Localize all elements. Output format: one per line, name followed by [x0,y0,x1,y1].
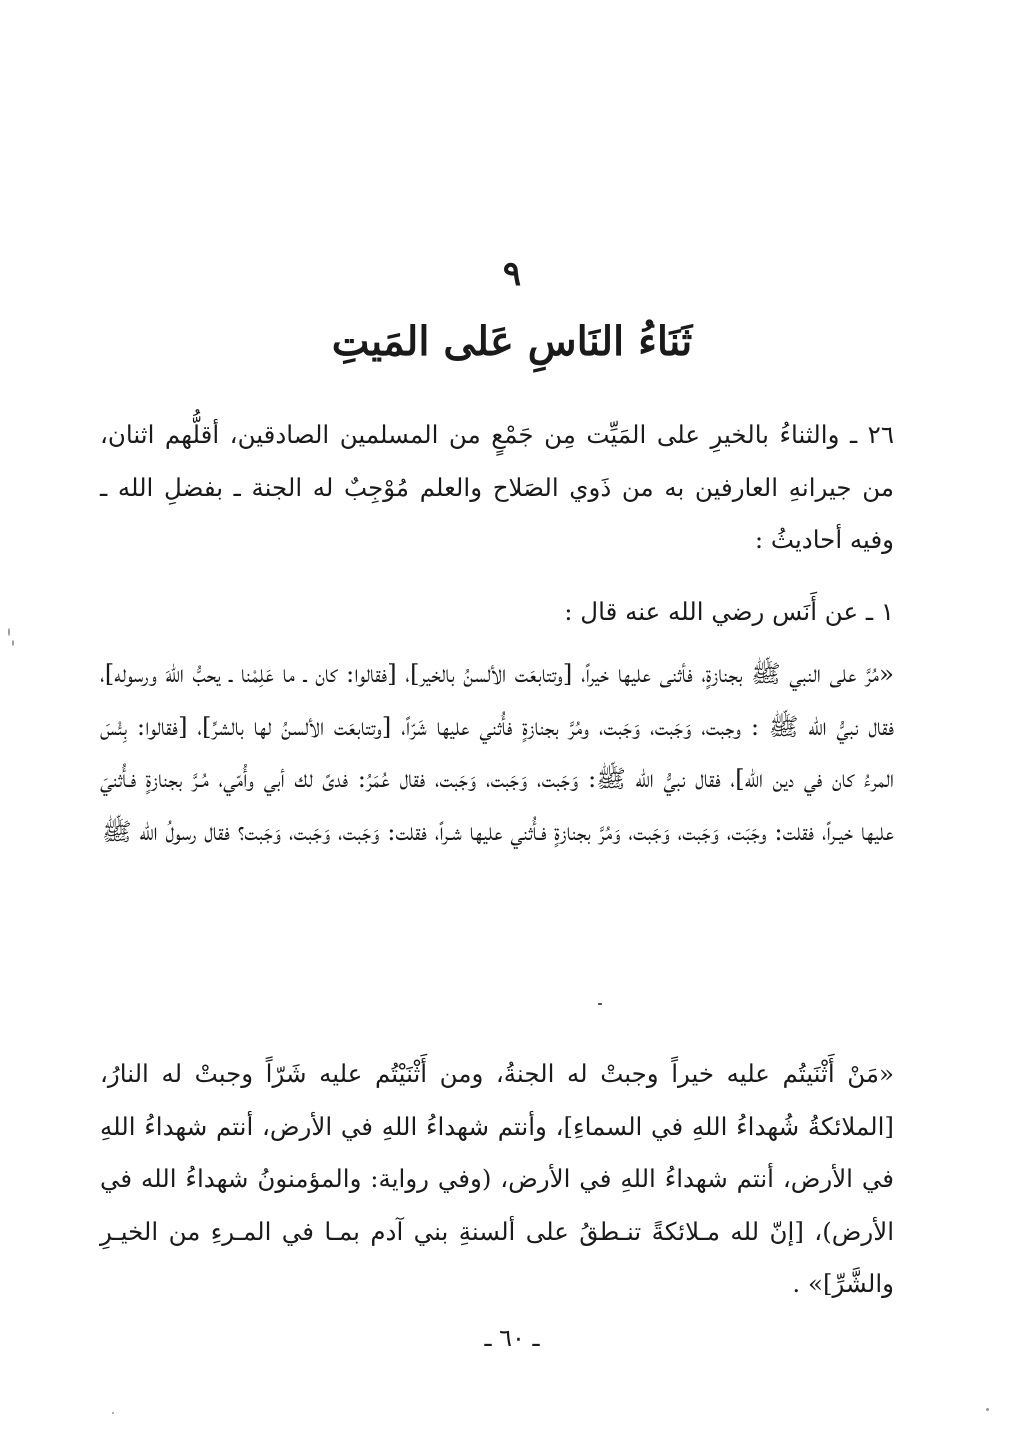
prophet-saying-paragraph: «مَنْ أَثْنَيتُم عليه خيراً وجبتْ له الجنةُ، ومن أَثْنَيْتُم عليه شَرّاً وجبتْ له النارُ، [الملائكةُ شُهداءُ اللهِ في السماءِ]، وأنتم شهداءُ اللهِ في الأرض، أنتم شهداءُ اللهِ في الأرض، أنتم شهداءُ اللهِ في الأرض، (وفي رواية: والمؤمنونُ شهداءُ الله في الأرض)، [إنّ لله مـلائكةً تنـطقُ على ألسنةِ بني آدم بمـا في المـرءِ من الخيـرِ والشَّرِّ]» . [100,1059,894,1298]
hadith-intro-line: ١ ـ عن أَنَس رضي الله عنه قال : [564,597,894,626]
scan-speck [986,1408,989,1411]
scan-speck [12,640,14,646]
chapter-title: ثَنَاءُ النَاسِ عَلى المَيتِ [331,318,693,365]
page-number: ـ ٦٠ ـ [484,1324,540,1352]
chapter-number: ٩ [502,254,522,294]
intro-paragraph: ٢٦ ـ والثناءُ بالخيرِ على المَيِّت مِن جَمْعٍ من المسلمين الصادقين، أقلُّهم اثنان، من جيرانهِ العارفين به من ذَوي الصَلاح والعلم مُوْجِبٌ له الجنة ـ بفضلِ الله ـ وفيه أحاديثُ : [100,420,894,554]
section-divider-mark [598,1003,602,1005]
hadith-quote-paragraph: «مُرَّ على النبي ﷺ بجنازةٍ، فأثنى عليها خيراً، [وتتابعَت الألسنُ بالخير]، [فقالوا: كان ـ ما عَلِمْنا ـ يحبُّ اللهَ ورسوله]، فقال نبيُّ الله ﷺ : وجبت، وَجَبت، وَجَبت، ومُرَّ بجنازةٍ فأُثني عليها شَرّاً، [وتتابعَت الألسنُ لها بالشرِّ]، [فقالوا: بِئْسَ المرءُ كان في دين الله]، فقال نبيُّ الله ﷺ: وَجَبت، وَجَبت، وَجَبت، فقال عُمَرُ: فدىً لك أبي وأُمّي، مُـرَّ بجنازةٍ فـأُثنيَ عليها خيـراً، فقلت: وجَبَت، وَجَبت، وَجَبت، وَمُرَّ بجنازةٍ فـأُثني عليها شـراً، فقلت: وَجَبت، وَجَبت، وَجَبت؟ فقال رسولُ الله ﷺ [100,659,894,846]
scan-speck [8,628,10,636]
scan-speck [112,1412,114,1414]
